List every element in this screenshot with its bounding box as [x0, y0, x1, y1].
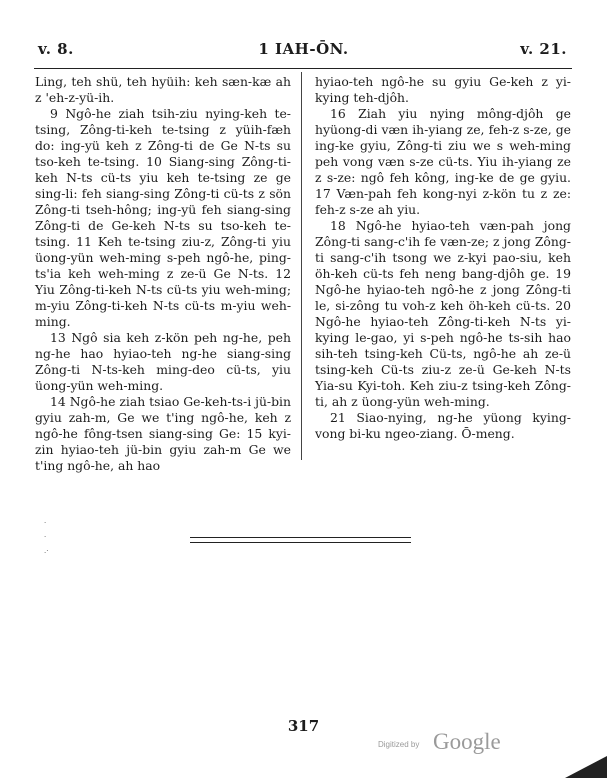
end-rule-thin	[190, 542, 411, 543]
header-rule	[34, 68, 572, 69]
header-book-title: 1 IAH-ŌN.	[258, 40, 349, 58]
paragraph: 16 Ziah yiu nying mông-djôh ge hyüong-di væn ih-yiang ze, feh-z s-ze, ge ing-ke gyiu, Zông-ti ziu we s weh-ming peh vong væn s-ze cü-ts. Yiu ih-yiang ze z s-ze: ngô feh kông, ing-ke de ge gyiu. 17 Væn-pah feh kong-nyi z-kön tu z ze: feh-z s-ze ah yiu.	[315, 106, 571, 217]
paragraph: 18 Ngô-he hyiao-teh væn-pah jong Zông-ti sang-c'ih fe væn-ze; z jong Zông-ti sang-c'ih tsong we z-kyi pao-siu, keh öh-keh cü-ts feh neng bang-djôh ge. 19 Ngô-he hyiao-teh ngô-he z jong Zông-ti le, si-zông tu voh-z keh öh-keh cü-ts. 20 Ngô-he hyiao-teh Zông-ti-keh N-ts yi-kying le-gao, yi s-peh ngô-he ts-sih hao sih-teh tsing-keh Cü-ts, ngô-he ah ze-ü tsing-keh Cü-ts ziu-z ze-ü Ge-keh N-ts Yia-su Kyi-toh. Keh ziu-z tsing-keh Zông-ti, ah z üong-yün weh-ming.	[315, 218, 571, 409]
paragraph: Ling, teh shü, teh hyüih: keh sæn-kæ ah z 'eh-z-yü-ih.	[35, 74, 291, 105]
right-text-column	[315, 74, 571, 442]
paragraph: 13 Ngô sia keh z-kön peh ng-he, peh ng-he hao hyiao-teh ng-he siang-sing Zông-ti N-ts-keh ming-deo cü-ts, yiu üong-yün weh-ming.	[35, 330, 291, 393]
digitized-label: Digitized by	[378, 740, 420, 749]
stray-marks: · · .·	[44, 519, 49, 555]
paragraph: hyiao-teh ngô-he su gyiu Ge-keh z yi-kying teh-djôh.	[315, 74, 571, 105]
header-verse-end: v. 21.	[520, 40, 567, 58]
column-divider	[301, 72, 302, 460]
paragraph: 14 Ngô-he ziah tsiao Ge-keh-ts-i jü-bin gyiu zah-m, Ge we t'ing ngô-he, keh z ngô-he fông-tsen siang-sing Ge: 15 kyi-zin hyiao-teh jü-bin gyiu zah-m Ge we t'ing ngô-he, ah hao	[35, 394, 291, 473]
left-text-column	[35, 74, 291, 474]
end-rule-thick	[190, 537, 411, 538]
paragraph: 9 Ngô-he ziah tsih-ziu nying-keh te-tsing, Zông-ti-keh te-tsing z yüih-fæh do: ing-yü keh z Zông-ti de Ge N-ts su tso-keh te-tsing. 10 Siang-sing Zông-ti-keh N-ts cü-ts yiu keh te-tsing ze ge sing-li: feh siang-sing Zông-ti cü-ts z sön Zông-ti tseh-hông; ing-yü feh siang-sing Zông-ti de Ge-keh N-ts su tso-keh te-tsing. 11 Keh te-tsing ziu-z, Zông-ti yiu üong-yün weh-ming s-peh ngô-he, ping-ts'ia keh weh-ming z ze-ü Ge N-ts. 12 Yiu Zông-ti-keh N-ts cü-ts yiu weh-ming; m-yiu Zông-ti-keh N-ts cü-ts m-yiu weh-ming.	[35, 106, 291, 329]
paragraph: 21 Siao-nying, ng-he yüong kying-vong bi-ku ngeo-ziang. Ō-meng.	[315, 410, 571, 441]
page-corner-shadow	[565, 756, 607, 778]
page-number: 317	[287, 717, 320, 735]
header-verse-start: v. 8.	[38, 40, 74, 58]
google-watermark: Google	[433, 729, 501, 754]
